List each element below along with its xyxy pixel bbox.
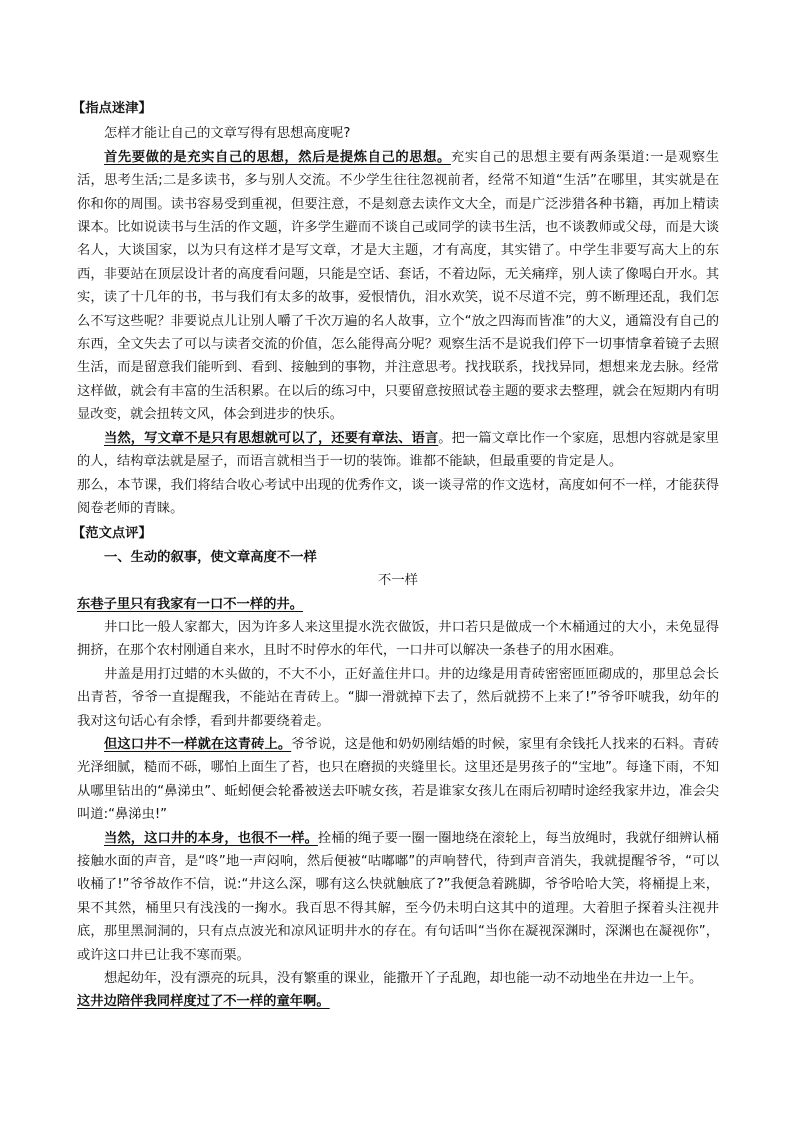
document-page xyxy=(72,97,720,1014)
essay-title: 不一样 xyxy=(378,573,418,589)
essay-p4-emphasis: 当然，这口井的本身，也很不一样。 xyxy=(104,830,318,846)
essay-closing-text: 这井边陪伴我同样度过了不一样的童年啊。 xyxy=(77,994,330,1010)
guide-question: 怎样才能让自己的文章写得有思想高度呢? xyxy=(104,126,351,142)
guide-paragraph-2 xyxy=(77,427,719,474)
review-heading: 【范文点评】 xyxy=(72,526,152,542)
essay-paragraph-5: 想起幼年，没有漂亮的玩具，没有繁重的课业，能撒开丫子乱跑，却也能一动不动地坐在井边一上午。 xyxy=(104,971,703,987)
essay-lead-text: 东巷子里只有我家有一口不一样的井。 xyxy=(77,596,304,612)
essay-lead xyxy=(77,593,719,616)
essay-p4-text: 拴桶的绳子要一圈一圈地绕在滚轮上，每当放绳时，我就仔细辨认桶接触水面的声音，是“咚”地一声闷响，然后便被“咕嘟嘟”的声响替代，待到声音消失，我就提醒爷爷，“可以收桶了!”爷爷故作不信，说:“井这么深，哪有这么快就触底了?”我便急着跳脚，爷爷哈哈大笑，将桶提上来，果不其然，桶里只有浅浅的一掬水。我百思不得其解，至今仍未明白这其中的道理。大着胆子探着头注视井底，那里黑洞洞的，只有点点波光和凉风证明井水的存在。有句话叫“当你在凝视深渊时，深渊也在凝视你”，或许这口井已让我不寒而栗。 xyxy=(77,830,720,963)
essay-p3-emphasis: 但这口井不一样就在这青砖上。 xyxy=(104,736,292,752)
guide-p2-emphasis: 当然，写文章不是只有思想就可以了，还要有章法、语言 xyxy=(104,430,439,446)
essay-paragraph-2: 井盖是用打过蜡的木头做的，不大不小，正好盖住井口。井的边缘是用青砖密密匝匝砌成的，那里总会长出青苔，爷爷一直提醒我，不能站在青砖上。“脚一滑就掉下去了，然后就捞不上来了!”爷爷吓唬我，幼年的我对这句话心有余悸，看到井都要绕着走。 xyxy=(77,666,719,729)
guide-p1-text: 充实自己的思想主要有两条渠道:一是观察生活，思考生活;二是多读书，多与别人交流。不少学生往往忽视前者，经常不知道“生活”在哪里，其实就是在你和你的周围。读书容易受到重视，但要注意，不是刻意去读作文大全，而是广泛涉猎各种书籍，再加上精读课本。比如说读书与生活的作文题，许多学生避而不谈自己或同学的读书生活，也不谈教师或父母，而是大谈名人，大谈国家，以为只有这样才是写文章，才是大主题，才有高度，其实错了。中学生非要写高大上的东西，非要站在顶层设计者的高度看问题，只能是空话、套话，不着边际，无关痛痒，别人读了像喝白开水。其实，读了十几年的书，书与我们有太多的故事，爱恨情仇，泪水欢笑，说不尽道不完，剪不断理还乱，我们怎么不写这些呢？非要说点儿让别人嚼了千次万遍的名人故事，立个“放之四海而皆准”的大义，通篇没有自己的东西，全文失去了可以与读者交流的价值，怎么能得高分呢？观察生活不是说我们停下一切事情拿着镜子去照生活，而是留意我们能听到、看到、接触到的事物，并注意思考。找找联系，找找异同，想想来龙去脉。经常这样做，就会有丰富的生活积累。在以后的练习中，只要留意按照试卷主题的要求去整理，就会在短期内有明显改变，就会扭转文风，体会到进步的快乐。 xyxy=(77,149,720,423)
essay-closing xyxy=(77,990,719,1013)
guide-heading: 【指点迷津】 xyxy=(72,101,152,116)
essay-paragraph-4 xyxy=(77,827,719,967)
guide-paragraph-3: 那么，本节课，我们将结合收心考试中出现的优秀作文，谈一谈寻常的作文选材，高度如何不一样，才能获得阅卷老师的青睐。 xyxy=(77,477,719,516)
essay-p3-text: 爷爷说，这是他和奶奶刚结婚的时候，家里有余钱托人找来的石料。青砖光泽细腻，糙而不砾，哪怕上面生了苔，也只在磨损的夹缝里长。这里还是男孩子的“宝地”。每逢下雨，不知从哪里钻出的“鼻涕虫”、蚯蚓便会轮番被送去吓唬女孩，若是谁家女孩儿在雨后初晴时途经我家井边，准会尖叫道:“鼻涕虫!” xyxy=(77,736,720,823)
guide-p1-emphasis: 首先要做的是充实自己的思想，然后是提炼自己的思想。 xyxy=(104,149,451,165)
essay-paragraph-1: 井口比一般人家都大，因为许多人来这里提水洗衣做饭，井口若只是做成一个木桶通过的大小，未免显得拥挤，在那个农村刚通自来水，且时不时停水的年代，一口井可以解决一条巷子的用水困难。 xyxy=(77,619,719,659)
review-subheading: 一、生动的叙事，使文章高度不一样 xyxy=(104,549,317,565)
guide-paragraph-1 xyxy=(77,146,719,427)
essay-paragraph-3 xyxy=(77,733,719,827)
guide-p2-text: 。把一篇文章比作一个家庭，思想内容就是家里的人，结构章法就是屋子，而语言就相当于一切的装饰。谁都不能缺，但最重要的肯定是人。 xyxy=(77,430,720,470)
